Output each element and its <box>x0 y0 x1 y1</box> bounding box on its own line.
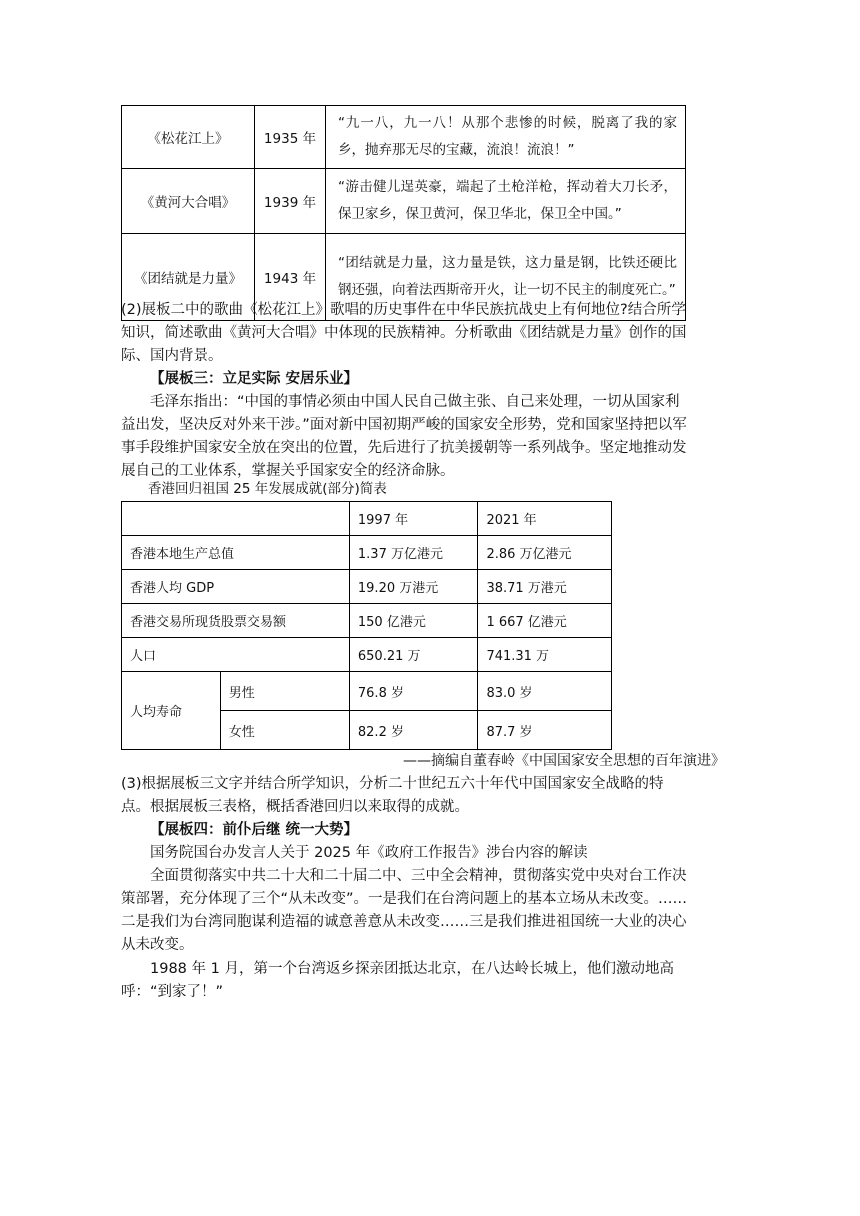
board4-heading: 国务院国台办发言人关于 2025 年《政府工作报告》涉台内容的解读 <box>150 845 588 861</box>
table-header-row <box>122 502 612 536</box>
song-lyric: “九一八，九一八！从那个悲惨的时候，脱离了我的家乡，抛弃那无尽的宝藏，流浪！流浪！” <box>326 106 686 169</box>
value-1997: 82.2 岁 <box>349 711 478 750</box>
song-lyric: “团结就是力量，这力量是铁，这力量是钢，比铁还硬比钢还强，向着法西斯帝开火，让一切不民主的制度死亡。” <box>326 234 686 321</box>
board3-title: 【展板三：立足实际 安居乐业】 <box>150 371 359 387</box>
song-table <box>121 105 686 321</box>
table-row <box>122 570 612 604</box>
song-name: 《团结就是力量》 <box>122 234 255 321</box>
table-header-cell: 1997 年 <box>349 502 478 536</box>
song-year: 1939 年 <box>255 169 326 234</box>
value-2021: 2.86 万亿港元 <box>478 536 612 570</box>
value-1997: 150 亿港元 <box>349 604 478 638</box>
row-label: 人口 <box>122 638 350 672</box>
table-row <box>122 672 612 711</box>
value-2021: 87.7 岁 <box>478 711 612 750</box>
value-2021: 1 667 亿港元 <box>478 604 612 638</box>
song-name: 《黄河大合唱》 <box>122 169 255 234</box>
table-row <box>122 638 612 672</box>
value-1997: 19.20 万港元 <box>349 570 478 604</box>
board3-text: 毛泽东指出：“中国的事情必须由中国人民自己做主张、自己来处理，一切从国家利益出发，坚决反对外来干涉。”面对新中国初期严峻的国家安全形势，党和国家坚持把以军事手段维护国家安全放在突出的位置，先后进行了抗美援朝等一系列战争。坚定地推动发展自己的工业体系，掌握关乎国家安全的经济命脉。 <box>121 394 687 479</box>
table-header-cell <box>122 502 350 536</box>
value-2021: 38.71 万港元 <box>478 570 612 604</box>
question-2: (2)展板二中的歌曲《松花江上》歌唱的历史事件在中华民族抗战史上有何地位?结合所学知识，简述歌曲《黄河大合唱》中体现的民族精神。分析歌曲《团结就是力量》创作的国际、国内背景。 <box>121 302 687 364</box>
board4-title: 【展板四：前仆后继 统一大势】 <box>150 822 359 838</box>
hk-table <box>121 501 612 750</box>
song-year: 1935 年 <box>255 106 326 169</box>
song-lyric: “游击健儿逞英豪，端起了土枪洋枪，挥动着大刀长矛，保卫家乡，保卫黄河，保卫华北，保卫全中国。” <box>326 169 686 234</box>
board4-text2: 1988 年 1 月，第一个台湾返乡探亲团抵达北京，在八达岭长城上，他们激动地高呼：“到家了！” <box>121 961 674 1000</box>
value-1997: 650.21 万 <box>349 638 478 672</box>
question-3: (3)根据展板三文字并结合所学知识，分析二十世纪五六十年代中国国家安全战略的特点。根据展板三表格，概括香港回归以来取得的成就。 <box>121 776 664 815</box>
value-2021: 83.0 岁 <box>478 672 612 711</box>
table-row <box>122 106 686 169</box>
table-row <box>122 536 612 570</box>
row-label: 人均寿命 <box>122 672 221 750</box>
row-label: 香港本地生产总值 <box>122 536 350 570</box>
row-label: 香港交易所现货股票交易额 <box>122 604 350 638</box>
value-1997: 76.8 岁 <box>349 672 478 711</box>
hk-table-title: 香港回归祖国 25 年发展成就(部分)简表 <box>148 481 387 497</box>
song-name: 《松花江上》 <box>122 106 255 169</box>
board4-text: 全面贯彻落实中共二十大和二十届二中、三中全会精神，贯彻落实党中央对台工作决策部署，充分体现了三个“从未改变”。一是我们在台湾问题上的基本立场从未改变。……二是我们为台湾同胞谋利造福的诚意善意从未改变……三是我们推进祖国统一大业的决心从未改变。 <box>121 868 688 953</box>
table-row <box>122 604 612 638</box>
song-year: 1943 年 <box>255 234 326 321</box>
source-citation: ——摘编自董春岭《中国国家安全思想的百年演进》 <box>403 753 725 769</box>
table-row <box>122 169 686 234</box>
value-2021: 741.31 万 <box>478 638 612 672</box>
sub-row-label: 男性 <box>220 672 349 711</box>
row-label: 香港人均 GDP <box>122 570 350 604</box>
value-1997: 1.37 万亿港元 <box>349 536 478 570</box>
table-header-cell: 2021 年 <box>478 502 612 536</box>
sub-row-label: 女性 <box>220 711 349 750</box>
